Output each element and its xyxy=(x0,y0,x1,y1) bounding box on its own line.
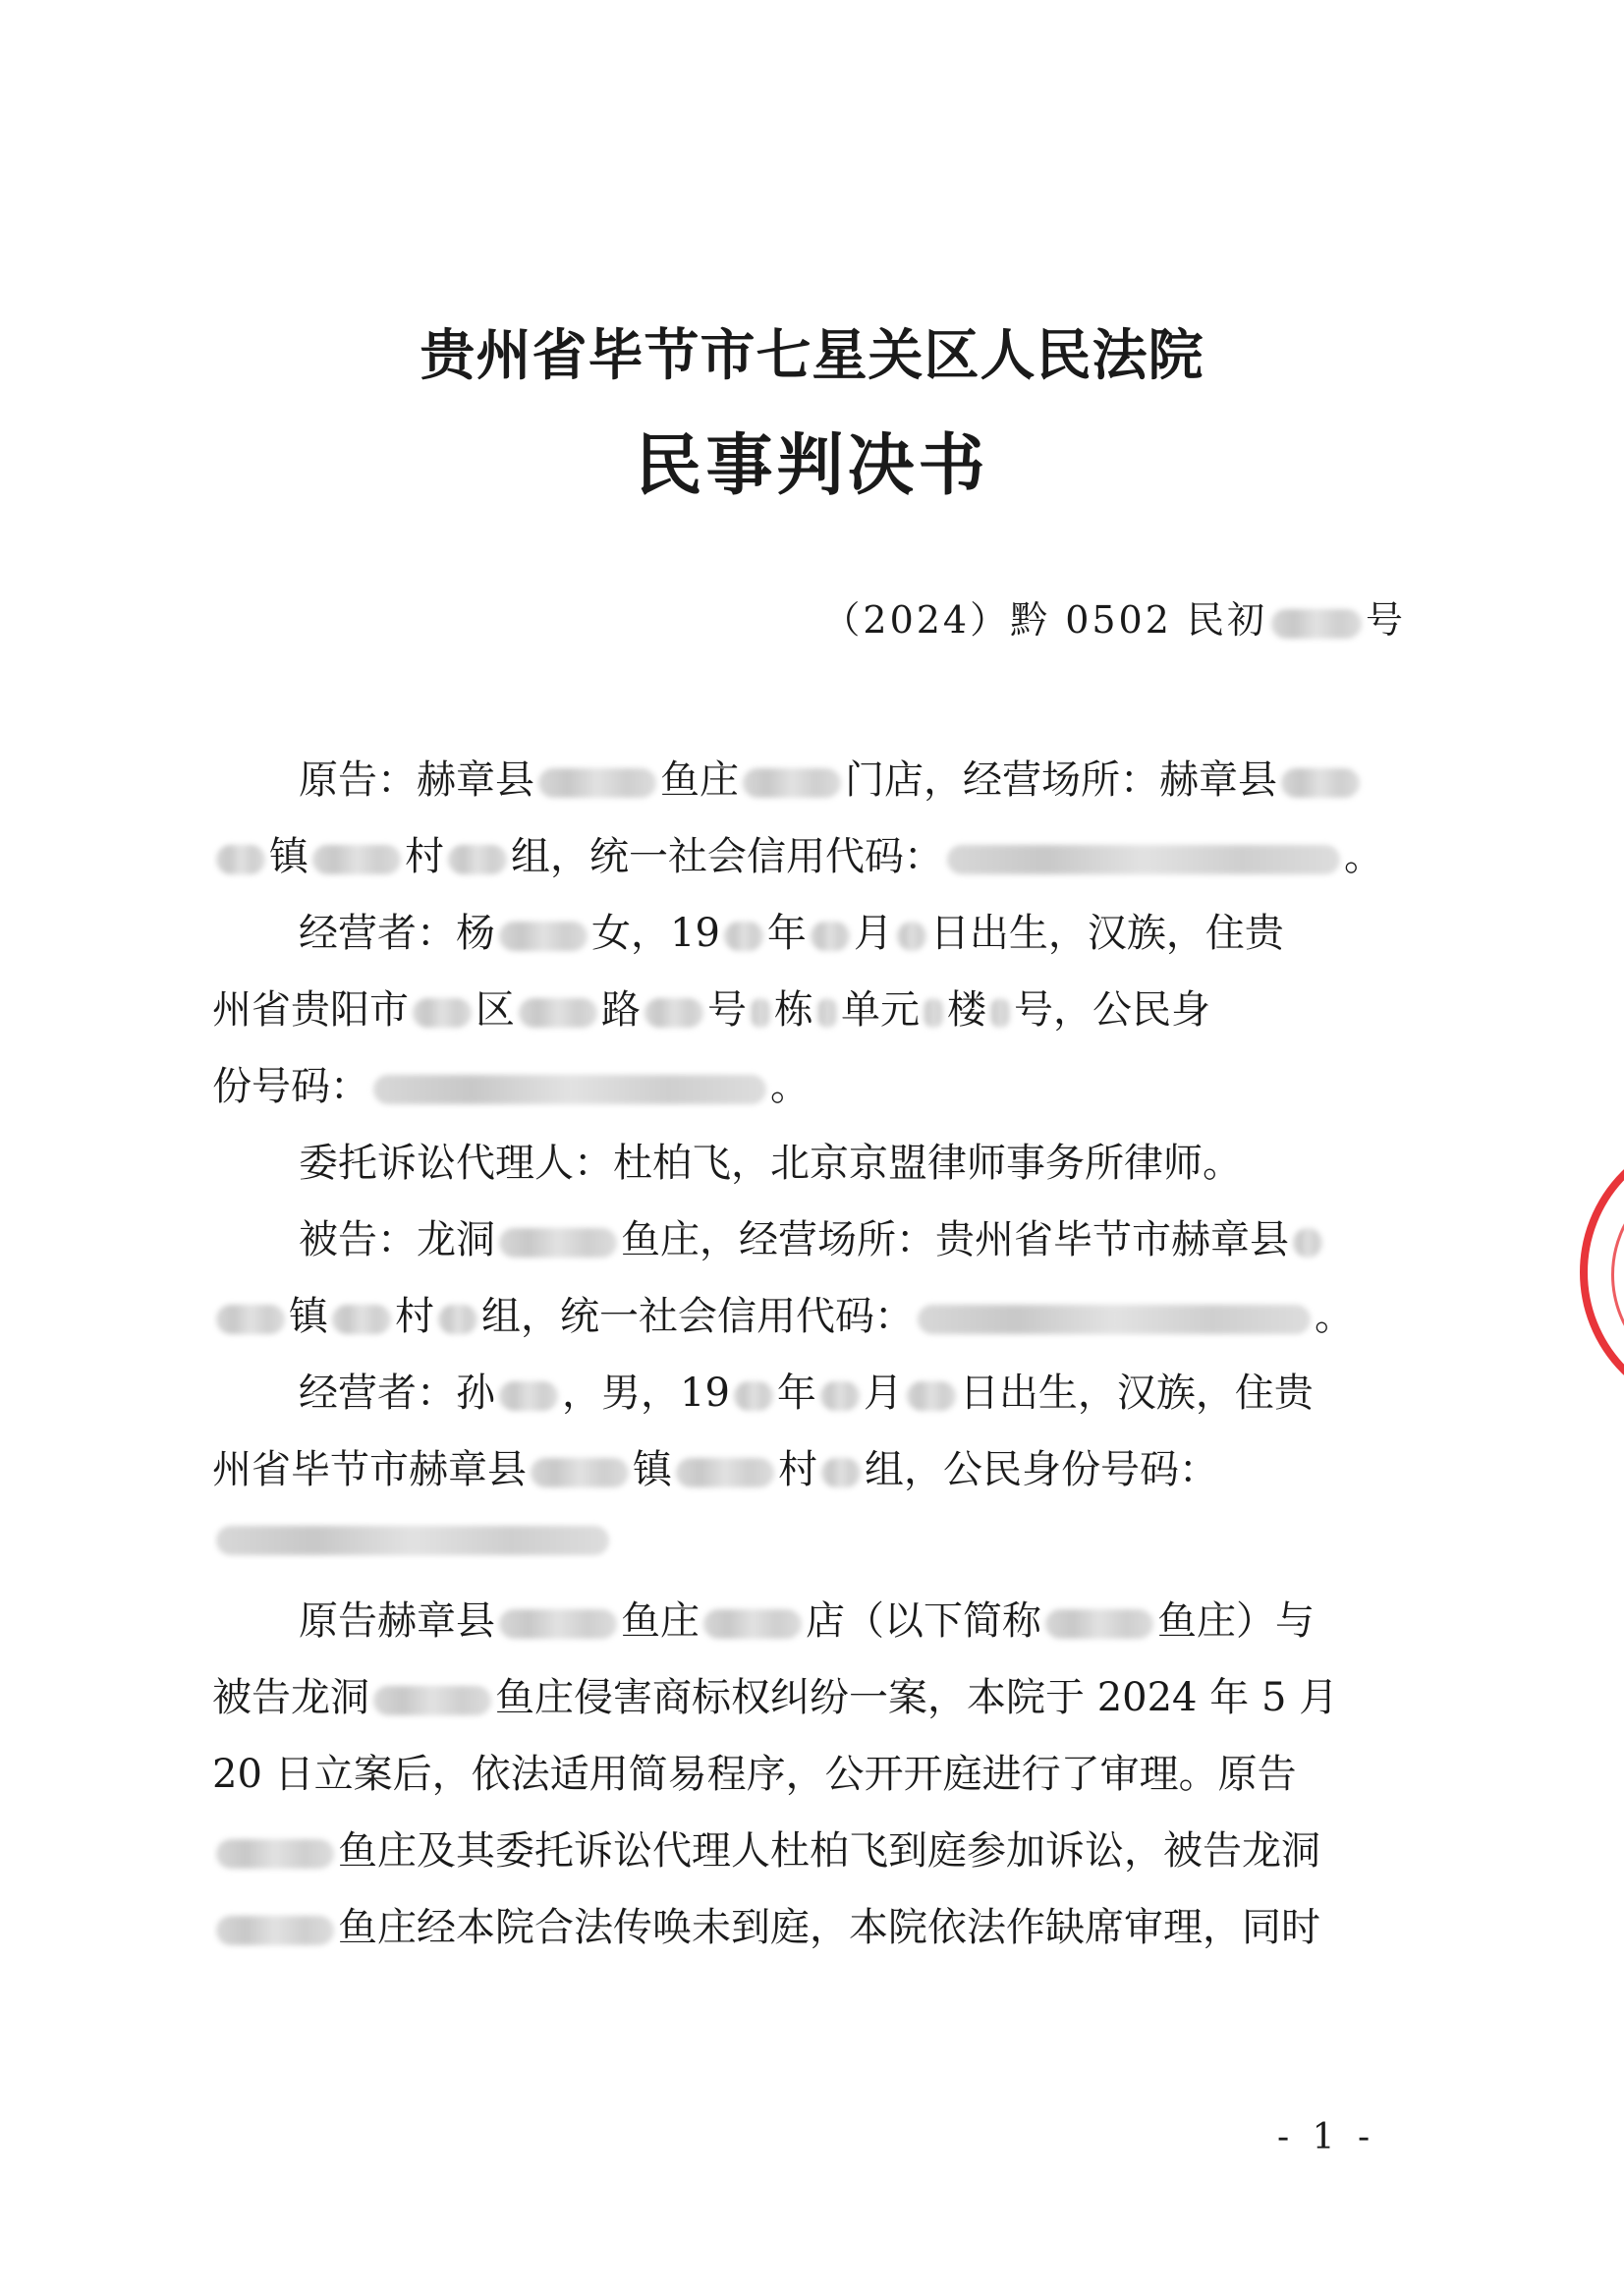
redaction-blur xyxy=(644,998,703,1028)
text-span: 被告龙洞 xyxy=(212,1675,369,1720)
text-span: 年 xyxy=(766,911,807,956)
body-line-4 xyxy=(212,1820,1409,1876)
text-span: 镇 xyxy=(633,1447,672,1492)
plaintiff-line-2 xyxy=(212,825,1409,881)
redaction-blur xyxy=(438,1305,477,1334)
text-span: 镇 xyxy=(269,834,308,879)
redaction-blur xyxy=(743,768,841,798)
text-span: 鱼庄 xyxy=(621,1598,700,1644)
text-span: 月 xyxy=(863,1371,903,1416)
case-number-prefix: （2024）黔 0502 民初 xyxy=(822,598,1267,642)
redaction-blur xyxy=(499,1609,617,1639)
page-number: - 1 - xyxy=(1277,2117,1376,2157)
text-span: 日出生，汉族，住贵 xyxy=(959,1371,1314,1416)
text-span: 号 xyxy=(707,987,747,1033)
text-span: 店（以下简称 xyxy=(806,1598,1041,1644)
text-span: 村 xyxy=(405,834,444,879)
plaintiff-line-1 xyxy=(212,749,1409,805)
redaction-blur xyxy=(216,845,265,874)
redaction-blur xyxy=(499,922,588,951)
redaction-blur xyxy=(216,1839,334,1869)
body-line-3 xyxy=(212,1743,1409,1799)
redaction-blur xyxy=(312,845,401,874)
text-span: 鱼庄侵害商标权纠纷一案，本院于 2024 年 5 月 xyxy=(495,1675,1339,1720)
body-line-2 xyxy=(212,1666,1409,1722)
body-line-1 xyxy=(212,1590,1409,1646)
redaction-blur xyxy=(947,845,1340,874)
text-span: 经营者：孙 xyxy=(299,1371,495,1416)
text-span: 日出生，汉族，住贵 xyxy=(929,911,1284,956)
redaction-blur xyxy=(907,1381,956,1411)
redaction-blur xyxy=(703,1609,802,1639)
document-type: 民事判决书 xyxy=(635,427,989,505)
plaintiff-operator-line-2 xyxy=(212,979,1409,1035)
text-span: 20 日立案后，依法适用简易程序，公开开庭进行了审理。原告 xyxy=(212,1752,1297,1797)
body-line-5 xyxy=(212,1896,1409,1952)
redaction-blur xyxy=(897,922,926,951)
text-span: 原告：赫章县 xyxy=(299,757,534,803)
text-span: 组，统一社会信用代码： xyxy=(511,834,943,879)
text-span: 鱼庄 xyxy=(660,757,739,803)
text-span: 号，公民身 xyxy=(1014,987,1210,1033)
redaction-blur xyxy=(538,768,656,798)
defendant-line-2 xyxy=(212,1285,1409,1341)
text-span: 月 xyxy=(853,911,893,956)
redaction-blur xyxy=(817,998,837,1028)
text-span: 原告赫章县 xyxy=(299,1598,495,1644)
redaction-blur xyxy=(531,1458,629,1487)
redaction-blur xyxy=(918,1305,1311,1334)
redaction-blur xyxy=(373,1075,766,1104)
case-number-suffix: 号 xyxy=(1365,598,1406,642)
defendant-operator-line-2 xyxy=(212,1438,1409,1494)
redaction-blur xyxy=(519,998,597,1028)
redaction-blur xyxy=(1293,1228,1322,1258)
redaction-blur xyxy=(448,845,507,874)
text-span: 州省贵阳市 xyxy=(212,987,409,1033)
redaction-blur xyxy=(1281,768,1360,798)
text-span: 鱼庄）与 xyxy=(1157,1598,1315,1644)
text-span: 份号码： xyxy=(212,1064,369,1109)
redaction-blur xyxy=(332,1305,391,1334)
text-span: 被告：龙洞 xyxy=(299,1217,495,1262)
defendant-line-1 xyxy=(212,1208,1409,1264)
text-span: 栋 xyxy=(774,987,813,1033)
redaction-blur xyxy=(499,1228,617,1258)
redaction-blur xyxy=(413,998,472,1028)
redaction-blur xyxy=(373,1686,491,1715)
text-span: 鱼庄经本院合法传唤未到庭，本院依法作缺席审理，同时 xyxy=(338,1905,1320,1950)
text-span: 门店，经营场所：赫章县 xyxy=(845,757,1277,803)
redaction-blur xyxy=(820,1381,860,1411)
defendant-operator-line-3 xyxy=(212,1515,1409,1560)
court-name: 贵州省毕节市七星关区人民法院 xyxy=(420,324,1204,388)
redaction-blur xyxy=(734,1381,773,1411)
text-span: 楼 xyxy=(947,987,986,1033)
text-span: 路 xyxy=(601,987,641,1033)
redaction-blur xyxy=(751,998,770,1028)
text-span: 村 xyxy=(778,1447,817,1492)
redaction-blur xyxy=(676,1458,774,1487)
text-span: 经营者：杨 xyxy=(299,911,495,956)
redaction-blur xyxy=(499,1381,558,1411)
text-span: 组，公民身份号码： xyxy=(865,1447,1218,1492)
redaction-blur xyxy=(821,1458,861,1487)
text-span: 组，统一社会信用代码： xyxy=(481,1294,914,1339)
redaction-blur xyxy=(1045,1609,1153,1639)
text-span: 。 xyxy=(1315,1294,1354,1339)
defendant-operator-line-1 xyxy=(212,1362,1409,1418)
redaction-blur xyxy=(990,998,1010,1028)
plaintiff-operator-line-1 xyxy=(212,902,1409,958)
redaction-blur xyxy=(924,998,943,1028)
redaction-blur xyxy=(811,922,850,951)
redaction-blur xyxy=(216,1916,334,1945)
agent-line xyxy=(212,1132,1409,1188)
plaintiff-operator-line-3 xyxy=(212,1055,1409,1111)
redaction-blur xyxy=(216,1305,285,1334)
text-span: ，男，19 xyxy=(562,1371,730,1416)
case-number xyxy=(822,589,1406,644)
text-span: 年 xyxy=(776,1371,816,1416)
text-span: 。 xyxy=(1344,834,1383,879)
text-span: 州省毕节市赫章县 xyxy=(212,1447,527,1492)
redaction-blur xyxy=(1271,609,1362,639)
text-span: 女，19 xyxy=(591,911,720,956)
text-span: 镇 xyxy=(289,1294,328,1339)
text-span: 委托诉讼代理人：杜柏飞，北京京盟律师事务所律师。 xyxy=(299,1141,1242,1186)
text-span: 单元 xyxy=(841,987,920,1033)
text-span: 。 xyxy=(770,1064,810,1109)
text-span: 鱼庄，经营场所：贵州省毕节市赫章县 xyxy=(621,1217,1289,1262)
redaction-blur xyxy=(724,922,763,951)
redaction-blur xyxy=(216,1526,609,1555)
text-span: 区 xyxy=(476,987,515,1033)
text-span: 村 xyxy=(395,1294,434,1339)
text-span: 鱼庄及其委托诉讼代理人杜柏飞到庭参加诉讼，被告龙洞 xyxy=(338,1828,1320,1874)
